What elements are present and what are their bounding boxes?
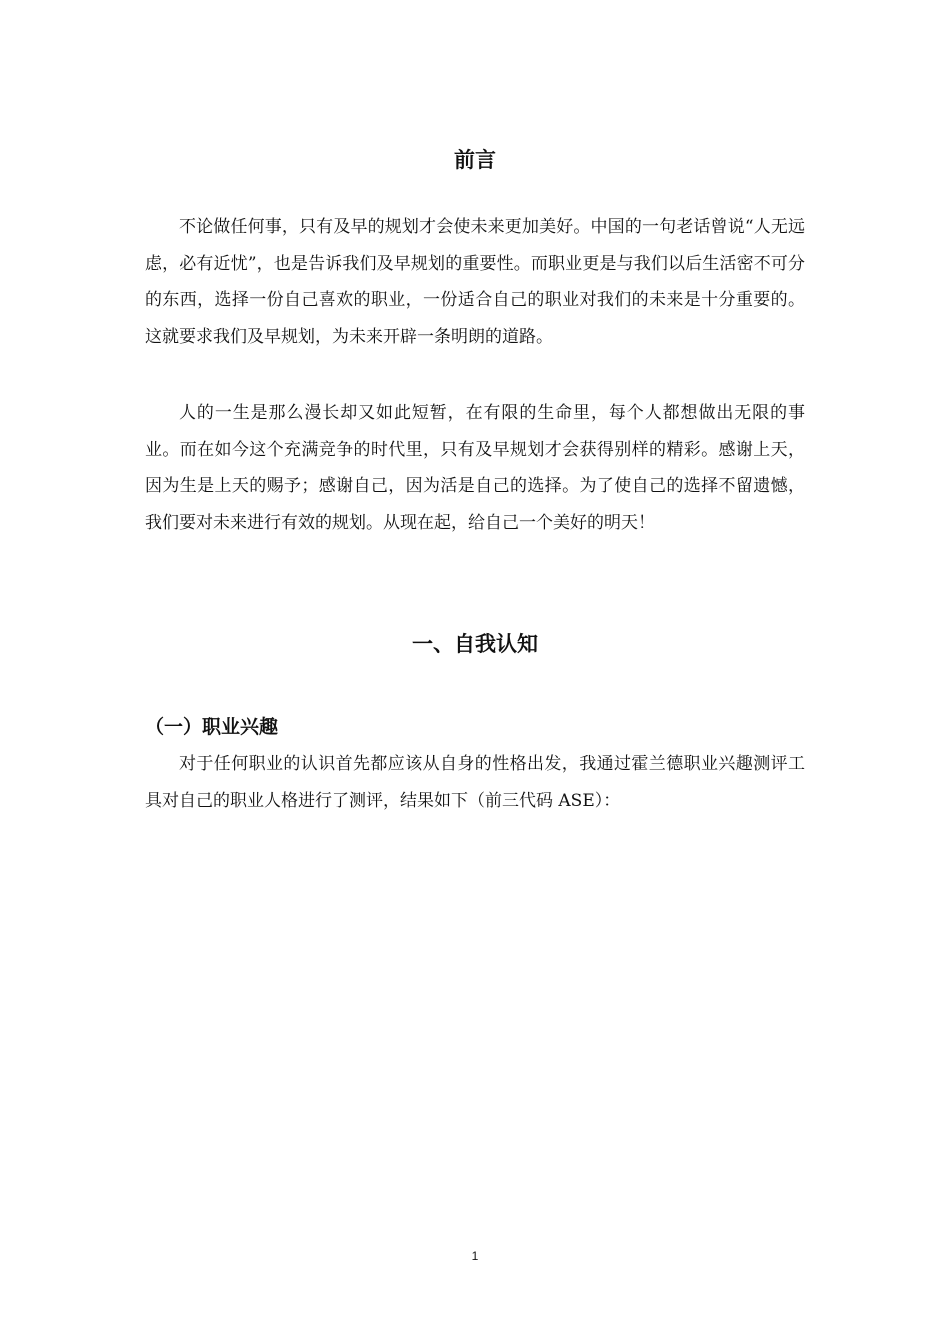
career-interest-paragraph: 对于任何职业的认识首先都应该从自身的性格出发，我通过霍兰德职业兴趣测评工具对自己的职业人格进行了测评，结果如下（前三代码 ASE）： xyxy=(145,754,805,811)
preface-title: 前言 xyxy=(454,148,496,172)
subsection-title-career-interest: （一）职业兴趣 xyxy=(145,716,279,738)
section-title-self-awareness: 一、自我认知 xyxy=(412,632,538,656)
preface-paragraph-1: 不论做任何事，只有及早的规划才会使未来更加美好。中国的一句老话曾说“人无远虑，必有近忧”，也是告诉我们及早规划的重要性。而职业更是与我们以后生活密不可分的东西，选择一份自己喜欢的职业，一份适合自己的职业对我们的未来是十分重要的。这就要求我们及早规划，为未来开辟一条明朗的道路。 xyxy=(145,217,805,347)
page-number: 1 xyxy=(471,1249,479,1263)
preface-paragraph-2: 人的一生是那么漫长却又如此短暂，在有限的生命里，每个人都想做出无限的事业。而在如今这个充满竞争的时代里，只有及早规划才会获得别样的精彩。感谢上天，因为生是上天的赐予；感谢自己，因为活是自己的选择。为了使自己的选择不留遗憾，我们要对未来进行有效的规划。从现在起，给自己一个美好的明天！ xyxy=(145,403,805,533)
